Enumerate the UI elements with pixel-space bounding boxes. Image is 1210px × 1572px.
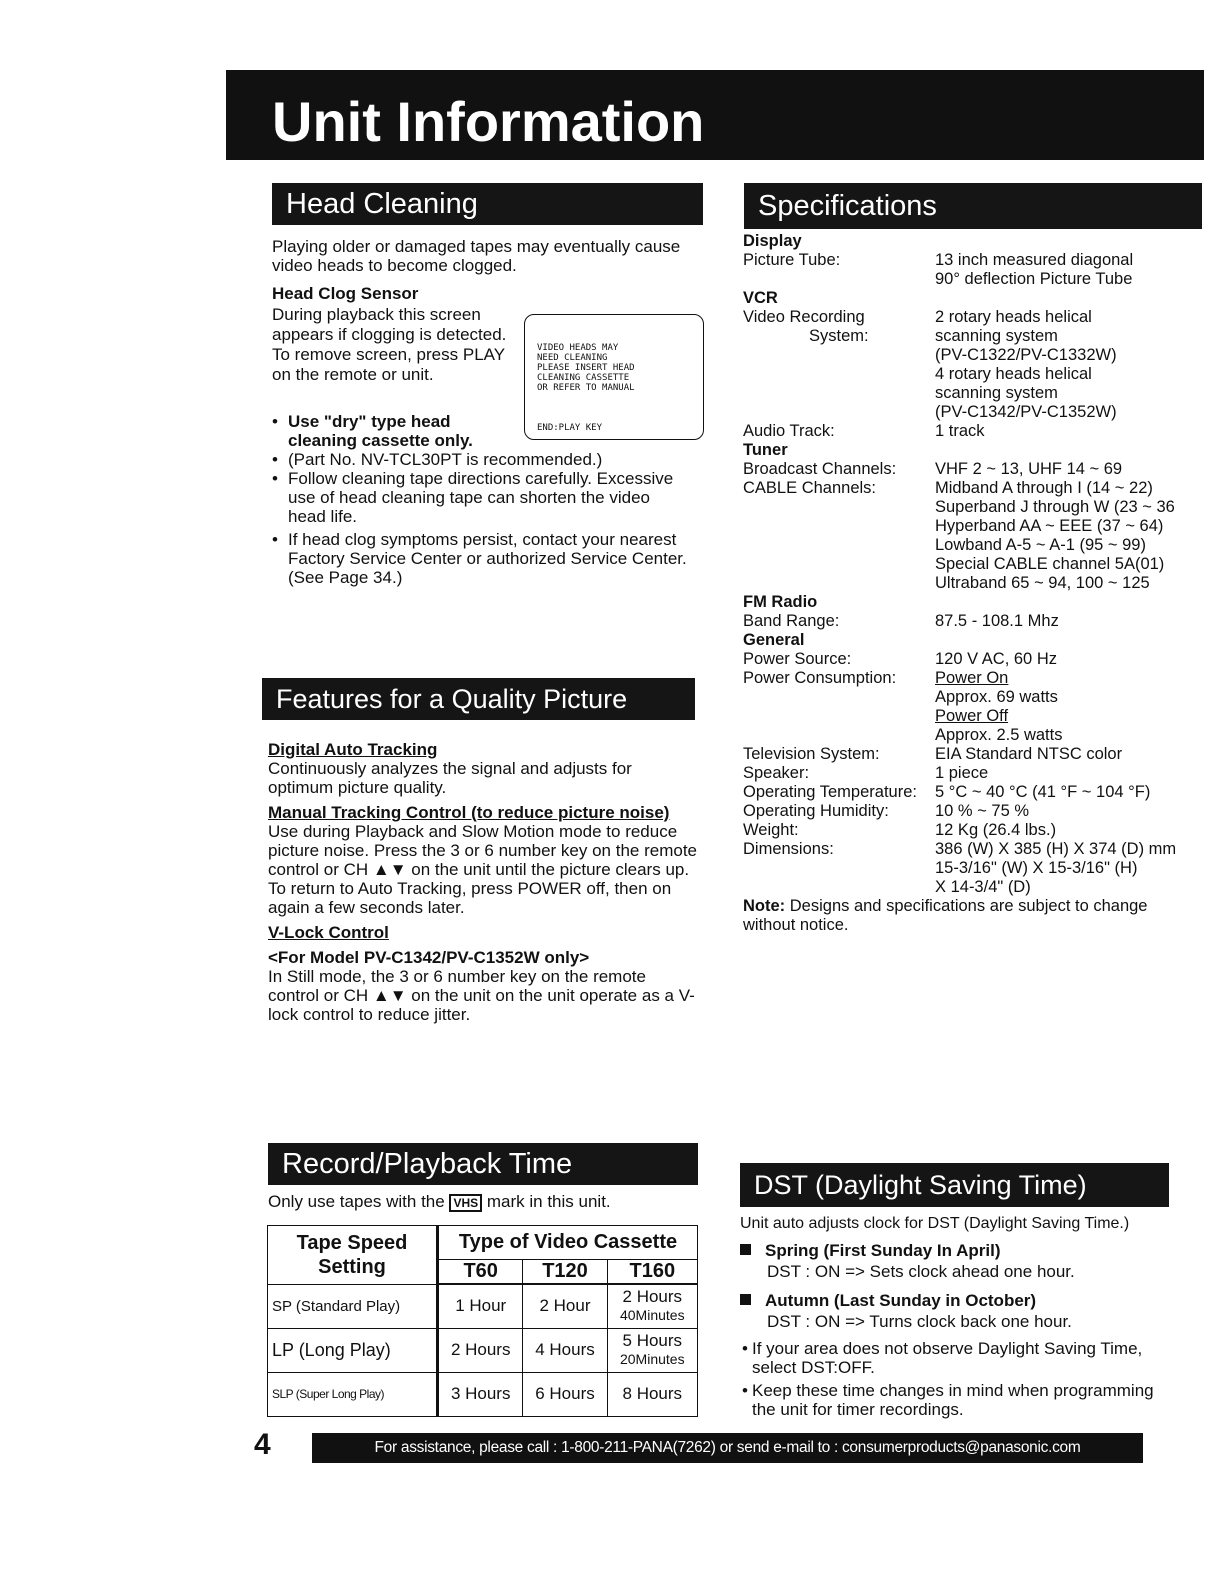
spec-row bbox=[743, 422, 1203, 441]
spec-value-line: 15-3/16" (W) X 15-3/16" (H) bbox=[935, 859, 1138, 877]
note-text: Designs and specifications are subject to change without notice. bbox=[743, 897, 1148, 934]
head-clog-sensor-text: During playback this screen appears if clogging is detected. To remove screen, press PLAY on the remote or unit. bbox=[272, 305, 507, 384]
spec-label-line: System: bbox=[809, 327, 869, 345]
screen-line: NEED CLEANING bbox=[537, 353, 608, 363]
spec-heading: General bbox=[743, 631, 805, 649]
spec-value-line: (PV-C1322/PV-C1332W) bbox=[935, 346, 1117, 364]
specifications-title: Specifications bbox=[744, 183, 1202, 229]
spring-text: DST : ON => Sets clock ahead one hour. bbox=[767, 1262, 1075, 1281]
spring-heading bbox=[740, 1241, 1180, 1260]
spec-heading: FM Radio bbox=[743, 593, 818, 611]
spec-label: Picture Tube: bbox=[743, 251, 841, 269]
heading-text: Autumn (Last Sunday in October) bbox=[765, 1291, 1037, 1310]
heading-text: Spring (First Sunday In April) bbox=[765, 1241, 1001, 1260]
cell-line: 8 Hours bbox=[622, 1384, 683, 1403]
head-cleaning-intro: Playing older or damaged tapes may eventually cause video heads to become clogged. bbox=[272, 237, 681, 275]
table-row bbox=[268, 1328, 698, 1372]
spec-row bbox=[743, 612, 1203, 631]
list-item bbox=[270, 469, 690, 526]
list-item bbox=[270, 412, 518, 450]
dst-title: DST (Daylight Saving Time) bbox=[740, 1163, 1169, 1207]
spec-value: 12 Kg (26.4 lbs.) bbox=[935, 821, 1057, 839]
spec-note bbox=[743, 897, 1173, 935]
spec-value: 5 °C ~ 40 °C (41 °F ~ 104 °F) bbox=[935, 783, 1151, 801]
spec-value-line: scanning system bbox=[935, 384, 1058, 402]
mtc-heading: Manual Tracking Control (to reduce picture noise) bbox=[268, 803, 670, 822]
header-line: Tape Speed bbox=[296, 1231, 408, 1254]
spec-label: Television System: bbox=[743, 745, 880, 763]
page-title: Unit Information bbox=[272, 90, 705, 153]
dat-text: Continuously analyzes the signal and adjusts for optimum picture quality. bbox=[268, 759, 632, 797]
spec-row bbox=[743, 840, 1203, 897]
spec-row bbox=[743, 251, 1203, 289]
autumn-text: DST : ON => Turns clock back one hour. bbox=[767, 1312, 1072, 1331]
cell-line: 20Minutes bbox=[619, 1351, 685, 1367]
spec-heading: VCR bbox=[743, 289, 778, 307]
table-cell: LP (Long Play) bbox=[268, 1328, 438, 1372]
table-header: Type of Video Cassette bbox=[438, 1226, 698, 1260]
list-item bbox=[740, 1339, 1180, 1377]
screen-line: CLEANING CASSETTE bbox=[537, 373, 630, 383]
screen-line: PLEASE INSERT HEAD bbox=[537, 363, 635, 373]
spec-row bbox=[743, 460, 1203, 479]
spec-label: Broadcast Channels: bbox=[743, 460, 897, 478]
vlock-model: <For Model PV-C1342/PV-C1352W only> bbox=[268, 948, 590, 967]
spec-value: EIA Standard NTSC color bbox=[935, 745, 1123, 763]
spec-value-line: 2 rotary heads helical bbox=[935, 308, 1092, 326]
page-number: 4 bbox=[254, 1428, 271, 1461]
vlock-heading: V-Lock Control bbox=[268, 923, 389, 942]
vhs-logo: VHS bbox=[449, 1194, 482, 1212]
mtc-text: Use during Playback and Slow Motion mode to reduce picture noise. Press the 3 or 6 number key on the remote control or CH ▲▼ on the unit until the picture clears up. To return to Auto Tracking, press POWER off, then on again a few seconds later. bbox=[268, 822, 698, 917]
table-cell bbox=[607, 1372, 697, 1416]
spec-value-line: 4 rotary heads helical bbox=[935, 365, 1092, 383]
spec-value-line: 386 (W) X 385 (H) X 374 (D) mm bbox=[935, 840, 1177, 858]
spec-value bbox=[935, 479, 1203, 593]
spec-label: Audio Track: bbox=[743, 422, 835, 440]
spec-heading: Tuner bbox=[743, 441, 788, 459]
spec-row bbox=[743, 650, 1203, 669]
dat-heading: Digital Auto Tracking bbox=[268, 740, 438, 759]
list-item bbox=[270, 450, 690, 469]
spec-value bbox=[935, 308, 1203, 422]
bullet-text: Keep these time changes in mind when programming the unit for timer recordings. bbox=[752, 1381, 1154, 1419]
table-cell: SP (Standard Play) bbox=[268, 1284, 438, 1328]
record-playback-title: Record/Playback Time bbox=[268, 1143, 698, 1185]
spec-value-line: Superband J through W (23 ~ 36 bbox=[935, 498, 1175, 516]
spec-value-line: X 14-3/4" (D) bbox=[935, 878, 1031, 896]
table-cell: 1 Hour bbox=[438, 1284, 523, 1328]
bullet-text: If head clog symptoms persist, contact your nearest Factory Service Center or authorized Service Center. (See Page 34.) bbox=[288, 530, 687, 587]
spec-value-line: Approx. 2.5 watts bbox=[935, 726, 1063, 744]
spec-value: 10 % ~ 75 % bbox=[935, 802, 1030, 820]
spec-value-line: scanning system bbox=[935, 327, 1058, 345]
spec-row bbox=[743, 308, 1203, 422]
head-clog-sensor-heading: Head Clog Sensor bbox=[272, 284, 419, 303]
spec-row bbox=[743, 745, 1203, 764]
bullet-text: Follow cleaning tape directions carefully. Excessive use of head cleaning tape can shorten the video head life. bbox=[288, 469, 674, 526]
record-time-table bbox=[267, 1225, 698, 1417]
spec-value: 1 track bbox=[935, 422, 985, 440]
spec-value-line: Hyperband AA ~ EEE (37 ~ 64) bbox=[935, 517, 1164, 535]
specifications-list bbox=[743, 232, 1203, 935]
screen-line: OR REFER TO MANUAL bbox=[537, 383, 635, 393]
table-cell: 3 Hours bbox=[438, 1372, 523, 1416]
spec-value bbox=[935, 840, 1203, 897]
part-number-note: (Part No. NV-TCL30PT is recommended.) bbox=[288, 450, 603, 469]
spec-label: Speaker: bbox=[743, 764, 810, 782]
record-intro bbox=[268, 1192, 698, 1212]
square-bullet-icon bbox=[740, 1244, 751, 1255]
intro-text: Only use tapes with the bbox=[268, 1192, 445, 1211]
table-header: T160 bbox=[607, 1260, 697, 1285]
vlock-text: In Still mode, the 3 or 6 number key on the remote control or CH ▲▼ on the unit on the unit operate as a V-lock control to reduce jitter. bbox=[268, 967, 695, 1024]
autumn-heading bbox=[740, 1291, 1180, 1310]
dst-intro: Unit auto adjusts clock for DST (Daylight Saving Time.) bbox=[740, 1215, 1130, 1232]
spec-label: Dimensions: bbox=[743, 840, 834, 858]
cell-line: 2 Hours bbox=[622, 1287, 683, 1307]
list-item bbox=[270, 530, 690, 587]
spec-row bbox=[743, 783, 1203, 802]
spec-value-line: Ultraband 65 ~ 94, 100 ~ 125 bbox=[935, 574, 1150, 592]
square-bullet-icon bbox=[740, 1294, 751, 1305]
list-item bbox=[740, 1381, 1180, 1419]
page-header-bar bbox=[226, 70, 1204, 160]
table-cell: 6 Hours bbox=[523, 1372, 607, 1416]
spec-value: 120 V AC, 60 Hz bbox=[935, 650, 1057, 668]
features-title: Features for a Quality Picture bbox=[262, 678, 695, 720]
dst-body bbox=[740, 1214, 1180, 1419]
spec-value: 87.5 - 108.1 Mhz bbox=[935, 612, 1059, 630]
spec-value bbox=[935, 669, 1203, 745]
spec-row bbox=[743, 802, 1203, 821]
spec-value-line: Approx. 69 watts bbox=[935, 688, 1058, 706]
spec-value bbox=[935, 251, 1203, 289]
spec-value-line: 90° deflection Picture Tube bbox=[935, 270, 1133, 288]
assistance-text: For assistance, please call : 1-800-211-PANA(7262) or send e-mail to : consumerproducts@panasonic.com bbox=[374, 1439, 1081, 1456]
spec-value-line: Special CABLE channel 5A(01) bbox=[935, 555, 1165, 573]
spec-value-line: Power On bbox=[935, 669, 1009, 687]
spec-value-line: Lowband A-5 ~ A-1 (95 ~ 99) bbox=[935, 536, 1146, 554]
spec-label: Band Range: bbox=[743, 612, 840, 630]
table-cell: 2 Hour bbox=[523, 1284, 607, 1328]
features-body bbox=[268, 740, 698, 1024]
table-header: T120 bbox=[523, 1260, 607, 1285]
spec-heading: Display bbox=[743, 232, 802, 250]
screen-footer: END:PLAY KEY bbox=[537, 423, 603, 433]
header-line: Setting bbox=[318, 1255, 386, 1278]
dry-cassette-note: Use "dry" type head cleaning cassette only. bbox=[288, 412, 473, 450]
table-cell: 4 Hours bbox=[523, 1328, 607, 1372]
spec-value: 1 piece bbox=[935, 764, 989, 782]
spec-label: Operating Temperature: bbox=[743, 783, 917, 801]
spec-label bbox=[743, 308, 935, 422]
table-row bbox=[268, 1284, 698, 1328]
spec-row bbox=[743, 821, 1203, 840]
spec-label-line: Video Recording bbox=[743, 308, 865, 326]
cell-line: 40Minutes bbox=[619, 1307, 685, 1324]
intro-text: mark in this unit. bbox=[486, 1192, 611, 1211]
bullet-text: If your area does not observe Daylight Saving Time, select DST:OFF. bbox=[752, 1339, 1143, 1377]
head-cleaning-bullets bbox=[270, 412, 690, 587]
spec-label: Weight: bbox=[743, 821, 799, 839]
table-header bbox=[268, 1226, 438, 1285]
table-header: T60 bbox=[438, 1260, 523, 1285]
table-cell: 2 Hours bbox=[438, 1328, 523, 1372]
spec-row bbox=[743, 669, 1203, 745]
table-cell: SLP (Super Long Play) bbox=[268, 1372, 438, 1416]
spec-label: Power Source: bbox=[743, 650, 852, 668]
head-cleaning-title: Head Cleaning bbox=[272, 183, 703, 225]
spec-row bbox=[743, 479, 1203, 593]
spec-label: Operating Humidity: bbox=[743, 802, 889, 820]
spec-label: CABLE Channels: bbox=[743, 479, 876, 497]
table-cell bbox=[607, 1328, 697, 1372]
spec-value-line: (PV-C1342/PV-C1352W) bbox=[935, 403, 1117, 421]
note-label: Note: bbox=[743, 897, 786, 915]
spec-value: VHF 2 ~ 13, UHF 14 ~ 69 bbox=[935, 460, 1123, 478]
spec-row bbox=[743, 764, 1203, 783]
cell-line: 5 Hours bbox=[622, 1331, 683, 1350]
spec-value-line: 13 inch measured diagonal bbox=[935, 251, 1134, 269]
spec-value-line: Midband A through I (14 ~ 22) bbox=[935, 479, 1153, 497]
assistance-footer bbox=[312, 1433, 1143, 1463]
screen-line: VIDEO HEADS MAY bbox=[537, 343, 619, 353]
spec-label: Power Consumption: bbox=[743, 669, 897, 687]
table-cell bbox=[607, 1284, 697, 1328]
spec-value-line: Power Off bbox=[935, 707, 1009, 725]
dst-bullets bbox=[740, 1339, 1180, 1419]
table-row bbox=[268, 1372, 698, 1416]
